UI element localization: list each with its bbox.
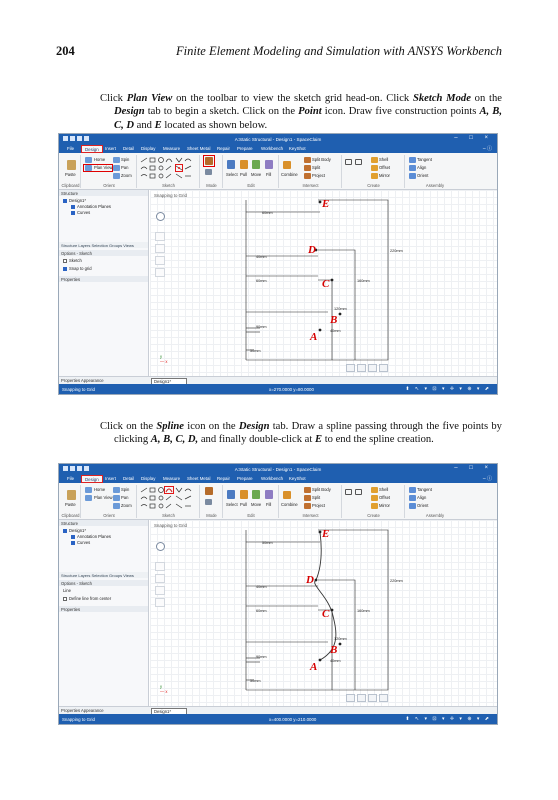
- dim-1: 60mm: [262, 211, 273, 215]
- move-icon[interactable]: [252, 490, 260, 499]
- dim-9: 40mm: [330, 659, 341, 663]
- axis-triad-icon: y — x: [160, 354, 168, 364]
- move-icon[interactable]: [252, 160, 260, 169]
- sketch-mode-highlight: [203, 155, 215, 167]
- pull-icon[interactable]: [240, 490, 248, 499]
- dim-6: 220mm: [390, 579, 403, 583]
- plane-icon[interactable]: [345, 489, 352, 495]
- properties-appearance-tabs[interactable]: Properties Appearance: [61, 708, 104, 713]
- group-mode: Mode: [201, 485, 223, 518]
- page-number: 204: [56, 44, 75, 58]
- options-header: Options - Sketch: [59, 580, 148, 586]
- window-titlebar: [59, 464, 497, 474]
- sketch-tools-icons[interactable]: [138, 156, 200, 182]
- group-intersect: Combine Split Body Split Project Intersect: [280, 485, 342, 518]
- axis-triad-icon: y — x: [160, 684, 168, 694]
- tab-design[interactable]: Design: [81, 475, 103, 483]
- axis-icon[interactable]: [355, 489, 362, 495]
- group-mode: Mode: [201, 155, 223, 188]
- point-label-c: C: [322, 608, 330, 620]
- pan-icon[interactable]: [113, 495, 120, 501]
- ribbon: [59, 483, 497, 520]
- align-icon[interactable]: [409, 495, 416, 501]
- point-label-e: E: [322, 198, 330, 210]
- ribbon-tabs: [59, 144, 497, 153]
- page-header: [56, 44, 502, 60]
- axis-icon[interactable]: [355, 159, 362, 165]
- dim-3: 60mm: [256, 609, 267, 613]
- tab-workbench[interactable]: Workbench: [261, 476, 284, 481]
- tab-prepare[interactable]: Prepare: [237, 146, 253, 151]
- dim-6: 220mm: [390, 249, 403, 253]
- zoom-icon[interactable]: [113, 503, 120, 509]
- window-title: A:Static Structural - Design1 - SpaceClaim: [234, 136, 322, 142]
- point-label-d: D: [308, 244, 316, 256]
- screenshot-spline: [58, 463, 498, 725]
- point-label-c: C: [322, 278, 330, 290]
- dim-1: 50mm: [262, 541, 273, 545]
- paste-label: Paste: [65, 172, 76, 177]
- window-controls[interactable]: – □ ×: [454, 465, 493, 471]
- orient-icon[interactable]: [409, 503, 416, 509]
- select-icon[interactable]: [227, 160, 235, 169]
- offset-icon[interactable]: [371, 495, 378, 501]
- dim-3: 60mm: [256, 279, 267, 283]
- plane-icon[interactable]: [345, 159, 352, 165]
- pan-icon[interactable]: [113, 165, 120, 171]
- structure-pane: [59, 190, 149, 376]
- tab-insert[interactable]: Insert: [105, 146, 116, 151]
- tab-display[interactable]: Display: [141, 146, 156, 151]
- split-icon[interactable]: [304, 495, 311, 501]
- options-header: Options - Sketch: [59, 250, 148, 256]
- plan-view-label: Plan View: [94, 165, 113, 170]
- group-sketch: Sketch: [138, 155, 200, 188]
- select-icon[interactable]: [227, 490, 235, 499]
- pane-tabs[interactable]: Structure Layers Selection Groups Views: [59, 572, 148, 578]
- ribbon-tabs: [59, 474, 497, 483]
- tab-file[interactable]: File: [67, 476, 75, 481]
- tab-keyshot[interactable]: KeyShot: [289, 146, 306, 151]
- dim-2: 40mm: [256, 255, 267, 259]
- group-clipboard: Paste Clipboard: [61, 485, 81, 518]
- mirror-icon[interactable]: [371, 503, 378, 509]
- group-orient: Home Spin Plan View Pan Zoom Orient: [82, 155, 137, 188]
- point-label-e: E: [322, 528, 330, 540]
- dim-7: 160mm: [357, 279, 370, 283]
- help-icon[interactable]: – ⓘ: [482, 146, 492, 152]
- spin-icon[interactable]: [113, 157, 120, 163]
- group-edit: Select Pull Move Fill Edit: [224, 485, 279, 518]
- document-bar: [59, 376, 497, 384]
- dim-8: 120mm: [334, 307, 347, 311]
- zoom-icon[interactable]: [113, 173, 120, 179]
- paste-icon[interactable]: [67, 160, 76, 170]
- tree-design[interactable]: Design1*: [63, 198, 86, 203]
- sketch-canvas[interactable]: [150, 190, 497, 376]
- instruction-paragraph-1: Click Plan View on the toolbar to view the sketch grid head-on. Click Sketch Mode on the Design tab to begin a sketch. Click on the Point icon. Draw five construction points A, B, C, D and E located as shown below.: [100, 93, 502, 131]
- properties-appearance-tabs[interactable]: Properties Appearance: [61, 378, 104, 383]
- plan-view-highlight: [83, 164, 113, 172]
- group-orient: Home Spin Plan View Pan Zoom Orient: [82, 485, 137, 518]
- tab-detail[interactable]: Detail: [123, 146, 135, 151]
- sketch-canvas[interactable]: [150, 520, 497, 706]
- tangent-icon[interactable]: [409, 157, 416, 163]
- sketch-mode-icon[interactable]: [205, 487, 213, 495]
- tree-curves[interactable]: Curves: [71, 540, 90, 545]
- group-create: Shell Offset Mirror Create: [343, 155, 405, 188]
- tab-insert[interactable]: Insert: [105, 476, 116, 481]
- tree-curves[interactable]: Curves: [71, 210, 90, 215]
- sketch-tools-icons[interactable]: [138, 486, 200, 512]
- structure-header: Structure: [59, 520, 148, 526]
- window-titlebar: [59, 134, 497, 144]
- project-icon[interactable]: [304, 503, 311, 509]
- tree-design[interactable]: Design1*: [63, 528, 86, 533]
- dim-5: 50mm: [250, 679, 261, 683]
- canvas-view-buttons[interactable]: [346, 694, 398, 703]
- status-message: Snapping to Grid: [62, 386, 95, 392]
- status-tool-icons[interactable]: ⬍ ↖ ▾ ⊡ ▾ ✛ ▾ ⊕ ▾ ⬈: [405, 715, 491, 722]
- screenshot-points: [58, 133, 498, 395]
- dim-8: 120mm: [334, 637, 347, 641]
- document-tab[interactable]: Design1*: [151, 708, 187, 715]
- tab-repair[interactable]: Repair: [217, 476, 230, 481]
- dim-4: 90mm: [256, 325, 267, 329]
- tree-annotation-planes[interactable]: Annotation Planes: [71, 534, 111, 539]
- paste-icon[interactable]: [67, 490, 76, 500]
- section-mode-icon[interactable]: [205, 499, 212, 505]
- orient-icon[interactable]: [409, 173, 416, 179]
- project-icon[interactable]: [304, 173, 311, 179]
- cursor-coordinates: x=270.0000 y=80.0000: [269, 386, 314, 392]
- cursor-coordinates: x=400.0000 y=210.0000: [269, 716, 317, 722]
- dim-7: 160mm: [357, 609, 370, 613]
- group-edit: Select Pull Move Fill Edit: [224, 155, 279, 188]
- dim-2: 40mm: [256, 585, 267, 589]
- home-icon[interactable]: [85, 157, 92, 163]
- group-intersect: Combine Split Body Split Project Intersect: [280, 155, 342, 188]
- tab-display[interactable]: Display: [141, 476, 156, 481]
- point-label-d: D: [306, 574, 314, 586]
- option-sketch[interactable]: Sketch: [63, 258, 82, 263]
- group-assembly: Tangent Align Orient Assembly: [406, 485, 464, 518]
- tab-prepare[interactable]: Prepare: [237, 476, 253, 481]
- pull-icon[interactable]: [240, 160, 248, 169]
- home-icon[interactable]: [85, 487, 92, 493]
- ribbon: [59, 153, 497, 190]
- dim-5: 50mm: [250, 349, 261, 353]
- fill-icon[interactable]: [265, 160, 273, 169]
- tab-keyshot[interactable]: KeyShot: [289, 476, 306, 481]
- document-bar: [59, 706, 497, 714]
- tab-sheet-metal[interactable]: Sheet Metal: [187, 476, 211, 481]
- status-bar: [59, 714, 497, 724]
- dim-4: 90mm: [256, 655, 267, 659]
- group-create: Shell Offset Mirror Create: [343, 485, 405, 518]
- align-icon[interactable]: [409, 165, 416, 171]
- properties-header: Properties: [59, 276, 148, 282]
- fill-icon[interactable]: [265, 490, 273, 499]
- sketch-geometry: [150, 190, 498, 378]
- tangent-icon[interactable]: [409, 487, 416, 493]
- window-controls[interactable]: – □ ×: [454, 135, 493, 141]
- status-message: Snapping to Grid: [62, 716, 95, 722]
- structure-header: Structure: [59, 190, 148, 196]
- plan-view-icon[interactable]: [85, 495, 92, 501]
- running-title: Finite Element Modeling and Simulation with ANSYS Workbench: [175, 44, 502, 58]
- point-label-b: B: [330, 314, 338, 326]
- help-icon[interactable]: – ⓘ: [482, 476, 492, 482]
- shell-icon[interactable]: [371, 157, 378, 163]
- combine-icon[interactable]: [283, 491, 291, 499]
- window-title: A:Static Structural - Design1 - SpaceClaim: [234, 466, 322, 472]
- tab-sheet-metal[interactable]: Sheet Metal: [187, 146, 211, 151]
- split-body-icon[interactable]: [304, 157, 311, 163]
- tab-design[interactable]: Design: [81, 145, 103, 153]
- point-label-a: A: [310, 331, 318, 343]
- mirror-icon[interactable]: [371, 173, 378, 179]
- snap-indicator: Snapping to Grid: [154, 193, 187, 198]
- tab-file[interactable]: File: [67, 146, 75, 151]
- option-snap-to-grid[interactable]: Snap to grid: [63, 266, 92, 271]
- snap-indicator: Snapping to Grid: [154, 523, 187, 528]
- section-mode-icon[interactable]: [205, 169, 212, 175]
- status-tool-icons[interactable]: ⬍ ↖ ▾ ⊡ ▾ ✛ ▾ ⊕ ▾ ⬈: [405, 385, 491, 392]
- spline-curve: [315, 532, 336, 660]
- canvas-view-buttons[interactable]: [346, 364, 398, 373]
- group-clipboard: Paste Clipboard: [61, 155, 81, 188]
- structure-pane: [59, 520, 149, 706]
- sketch-geometry: [150, 520, 498, 708]
- tree-annotation-planes[interactable]: Annotation Planes: [71, 204, 111, 209]
- pane-tabs[interactable]: Structure Layers Selection Groups Views: [59, 242, 148, 248]
- instruction-paragraph-2: Click on the Spline icon on the Design tab. Draw a spline passing through the five points by clicking A, B, C, D, and finally double-click at E to end the spline creation.: [100, 421, 502, 446]
- tab-measure[interactable]: Measure: [163, 476, 181, 481]
- tab-repair[interactable]: Repair: [217, 146, 230, 151]
- tab-detail[interactable]: Detail: [123, 476, 135, 481]
- combine-icon[interactable]: [283, 161, 291, 169]
- status-bar: [59, 384, 497, 394]
- properties-header: Properties: [59, 606, 148, 612]
- point-label-b: B: [330, 644, 338, 656]
- shell-icon[interactable]: [371, 487, 378, 493]
- dim-9: 40mm: [330, 329, 341, 333]
- document-tab[interactable]: Design1*: [151, 378, 187, 385]
- tab-measure[interactable]: Measure: [163, 146, 181, 151]
- option-line[interactable]: Line: [63, 588, 71, 593]
- tab-workbench[interactable]: Workbench: [261, 146, 284, 151]
- group-assembly: Tangent Align Orient Assembly: [406, 155, 464, 188]
- split-body-icon[interactable]: [304, 487, 311, 493]
- spin-icon[interactable]: [113, 487, 120, 493]
- split-icon[interactable]: [304, 165, 311, 171]
- offset-icon[interactable]: [371, 165, 378, 171]
- group-sketch: Sketch: [138, 485, 200, 518]
- point-label-a: A: [310, 661, 318, 673]
- option-define-line-from-center[interactable]: Define line from center: [63, 596, 111, 601]
